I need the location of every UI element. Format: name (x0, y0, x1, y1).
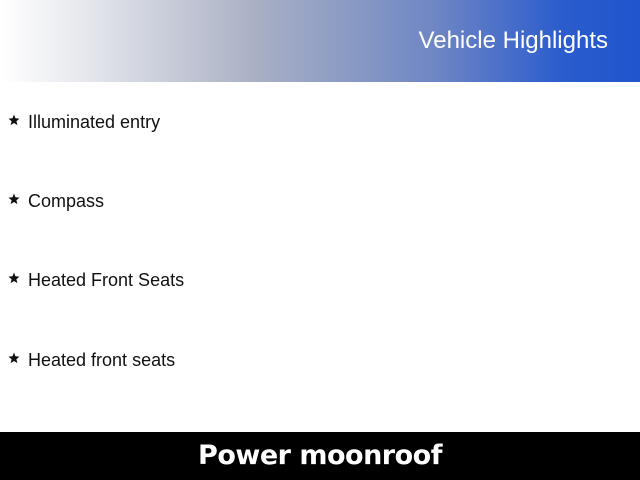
feature-item (8, 348, 175, 372)
feature-item (8, 189, 104, 213)
star-icon (8, 114, 20, 126)
star-icon (8, 272, 20, 284)
caption-text: Power moonroof (198, 440, 442, 471)
page-title: Vehicle Highlights (418, 27, 608, 54)
feature-item (8, 110, 160, 134)
star-icon (8, 352, 20, 364)
star-icon (8, 193, 20, 205)
feature-label: Heated front seats (28, 350, 176, 370)
feature-label: Illuminated entry (28, 112, 161, 132)
feature-item (8, 268, 184, 292)
feature-label: Heated Front Seats (28, 270, 185, 290)
feature-label: Compass (28, 191, 105, 211)
caption-bar (0, 432, 640, 480)
